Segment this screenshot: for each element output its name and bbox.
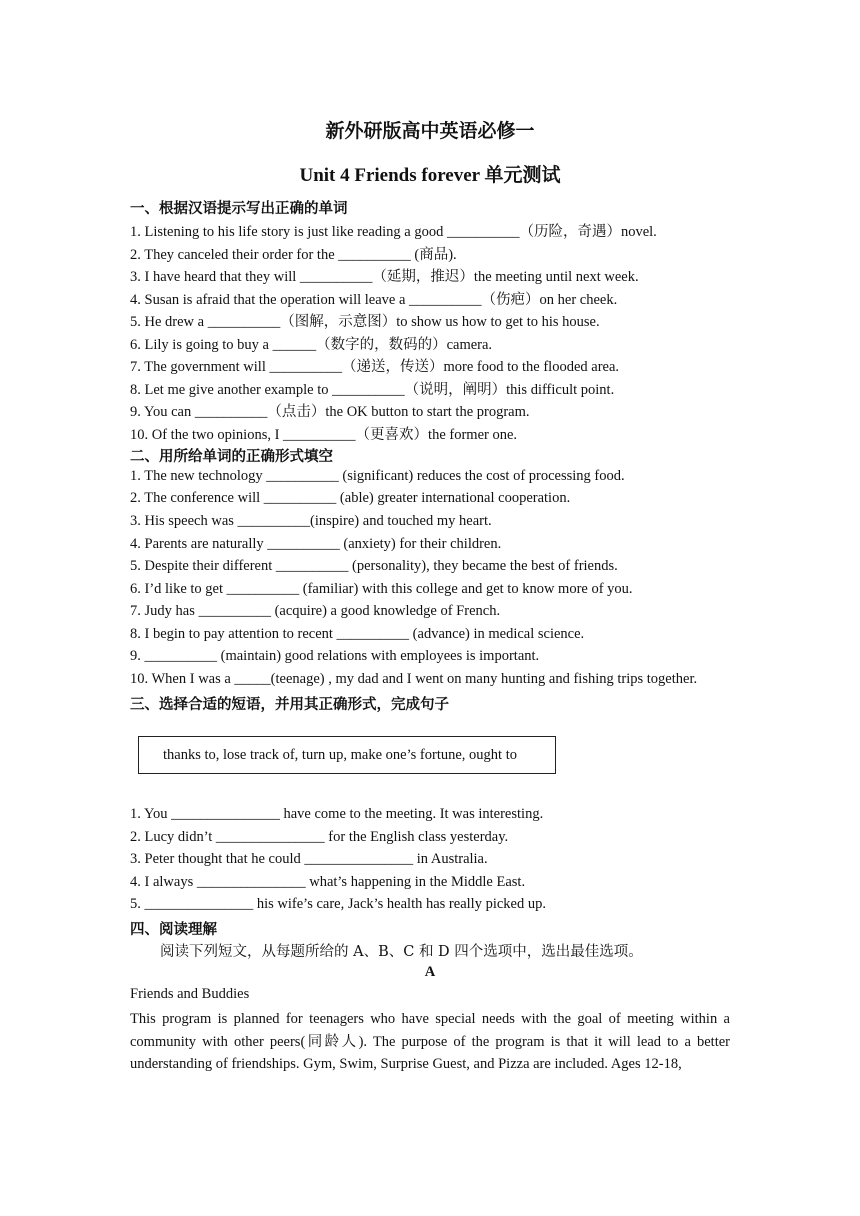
s3-item-2: 2. Lucy didn’t _______________ for the English class yesterday. — [130, 829, 509, 845]
s3-item-4: 4. I always _______________ what’s happening in the Middle East. — [130, 874, 526, 890]
s3-item-5: 5. _______________ his wife’s care, Jack’s health has really picked up. — [130, 896, 546, 912]
s2-item-8: 8. I begin to pay attention to recent __________ (advance) in medical science. — [130, 626, 585, 642]
s2-item-10: 10. When I was a _____(teenage) , my dad and I went on many hunting and fishing trips together. — [130, 671, 698, 687]
passage-text: This program is planned for teenagers who have special needs with the goal of meeting within a community with other peers(同龄人). The purpose of the program is that it will lead to a better understanding of friendships. Gym, Swim, Surprise Guest, and Pizza are included. Ages 12-18, — [130, 1011, 730, 1072]
phrase-box — [138, 736, 556, 774]
s1-item-7: 7. The government will __________（递送，传送）more food to the flooded area. — [130, 359, 620, 375]
reading-instruction: 阅读下列短文，从每题所给的 A、B、C 和 D 四个选项中，选出最佳选项。 — [160, 944, 643, 960]
s1-item-10: 10. Of the two opinions, I __________（更喜欢）the former one. — [130, 427, 518, 443]
s2-item-1: 1. The new technology __________ (significant) reduces the cost of processing food. — [130, 468, 625, 484]
s1-item-2: 2. They canceled their order for the __________ (商品). — [130, 247, 457, 263]
passage-label: A — [424, 964, 436, 980]
s3-item-1: 1. You _______________ have come to the meeting. It was interesting. — [130, 806, 544, 822]
s2-item-9: 9. __________ (maintain) good relations with employees is important. — [130, 648, 540, 664]
passage-title: Friends and Buddies — [130, 986, 250, 1002]
s2-item-4: 4. Parents are naturally __________ (anxiety) for their children. — [130, 536, 502, 552]
section1-heading: 一、根据汉语提示写出正确的单词 — [130, 201, 348, 217]
phrase-box-text: thanks to, lose track of, turn up, make one’s fortune, ought to — [163, 746, 517, 763]
s1-item-5: 5. He drew a __________（图解，示意图）to show us how to get to his house. — [130, 314, 600, 330]
unit-title: Unit 4 Friends forever 单元测试 — [299, 165, 561, 186]
s1-item-9: 9. You can __________（点击）the OK button to start the program. — [130, 404, 530, 420]
section2-heading: 二、用所给单词的正确形式填空 — [130, 449, 333, 465]
section3-heading: 三、选择合适的短语，并用其正确形式，完成句子 — [130, 697, 449, 713]
s2-item-5: 5. Despite their different __________ (personality), they became the best of friends. — [130, 558, 618, 574]
s1-item-8: 8. Let me give another example to __________（说明，阐明）this difficult point. — [130, 382, 615, 398]
s3-item-3: 3. Peter thought that he could _______________ in Australia. — [130, 851, 488, 867]
s2-item-2: 2. The conference will __________ (able) greater international cooperation. — [130, 490, 571, 506]
s1-item-3: 3. I have heard that they will __________（延期，推迟）the meeting until next week. — [130, 269, 639, 285]
s2-item-7: 7. Judy has __________ (acquire) a good knowledge of French. — [130, 603, 501, 619]
s2-item-3: 3. His speech was __________(inspire) and touched my heart. — [130, 513, 492, 529]
s2-item-6: 6. I’d like to get __________ (familiar) with this college and get to know more of you. — [130, 581, 633, 597]
s1-item-4: 4. Susan is afraid that the operation will leave a __________（伤疤）on her cheek. — [130, 292, 618, 308]
s1-item-6: 6. Lily is going to buy a ______（数字的，数码的）camera. — [130, 337, 493, 353]
section4-heading: 四、阅读理解 — [130, 922, 217, 938]
page-title: 新外研版高中英语必修一 — [325, 121, 535, 142]
s1-item-1: 1. Listening to his life story is just like reading a good __________（历险，奇遇）novel. — [130, 224, 657, 240]
